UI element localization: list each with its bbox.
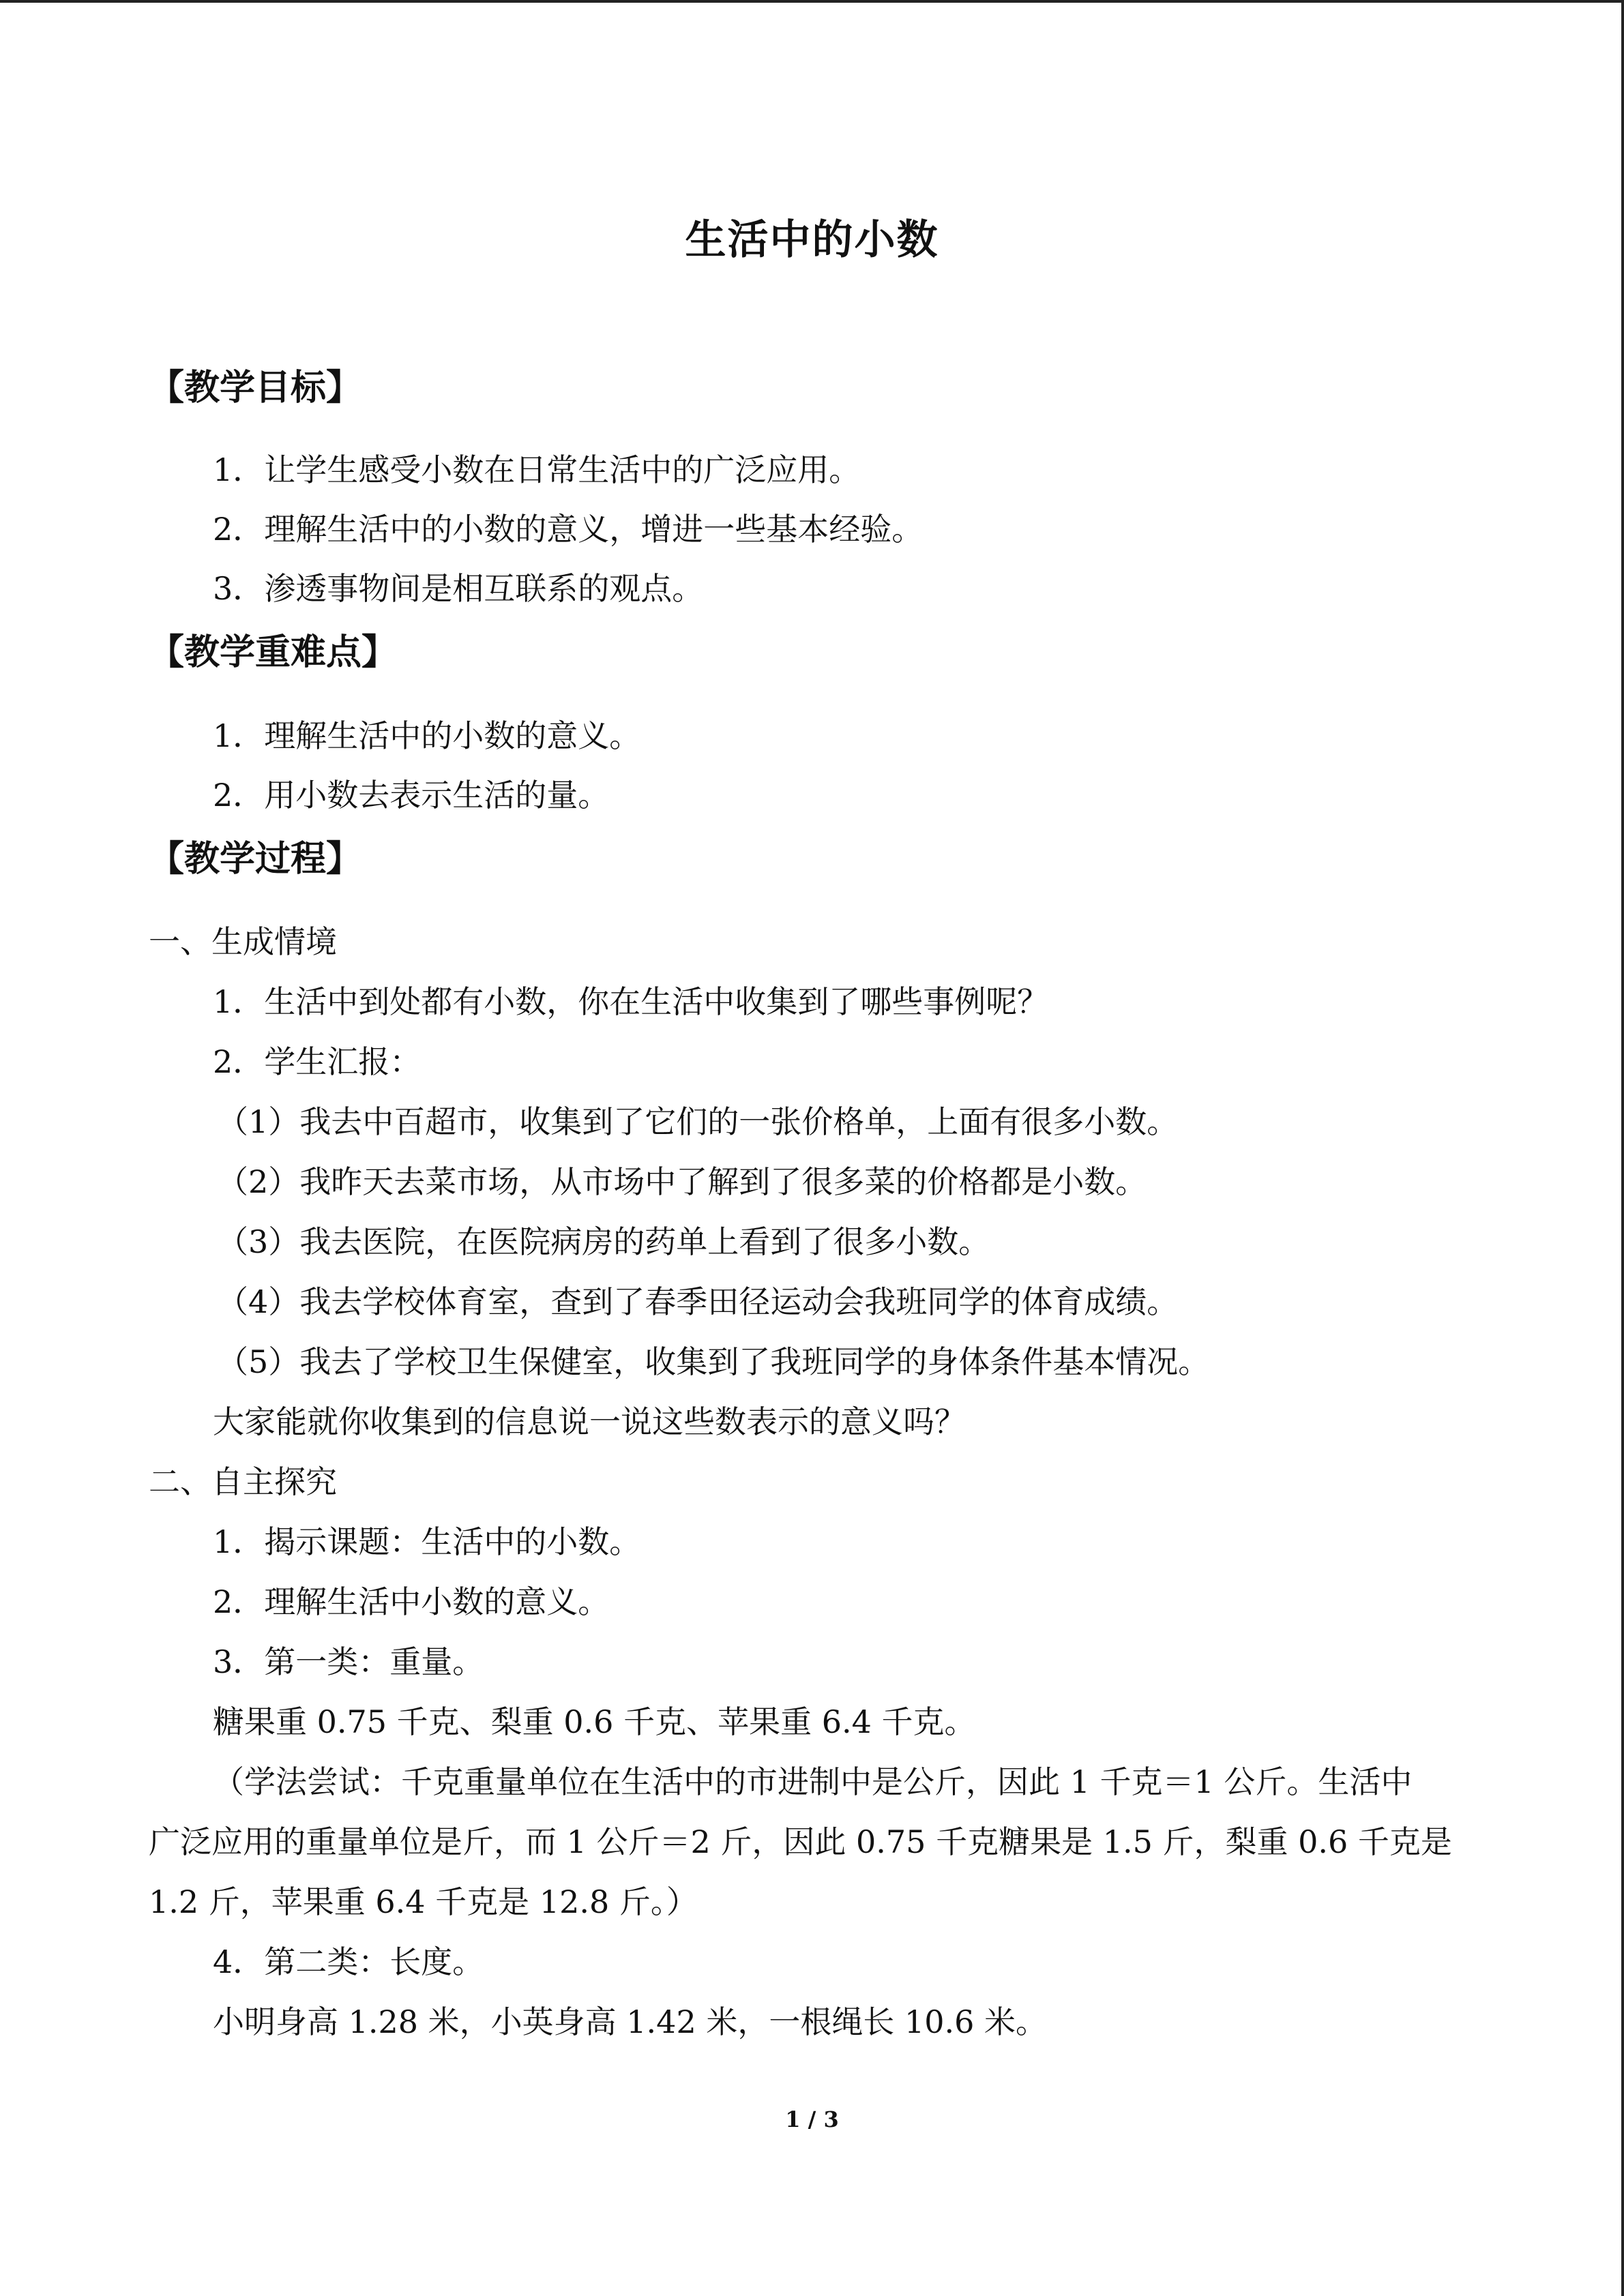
heading-teaching-goals: 【教学目标】 [149, 367, 362, 408]
part1-title: 一、生成情境 [149, 923, 337, 960]
key-item-1: 1．理解生活中的小数的意义。 [213, 717, 641, 754]
method-note-line-2: 广泛应用的重量单位是斤，而 1 公斤＝2 斤，因此 0.75 千克糖果是 1.5 斤，梨重 0.6 千克是 [149, 1823, 1452, 1860]
goal-item-2: 2．理解生活中的小数的意义，增进一些基本经验。 [213, 511, 924, 548]
part1-item-1: 1．生活中到处都有小数，你在生活中收集到了哪些事例呢？ [213, 983, 1049, 1020]
part2-item-2: 2．理解生活中小数的意义。 [213, 1583, 610, 1620]
part2-item-4: 4．第二类：长度。 [213, 1943, 484, 1980]
weight-example: 糖果重 0.75 千克、梨重 0.6 千克、苹果重 6.4 千克。 [213, 1703, 976, 1740]
length-example: 小明身高 1.28 米，小英身高 1.42 米，一根绳长 10.6 米。 [213, 2003, 1047, 2040]
goal-item-3: 3．渗透事物间是相互联系的观点。 [213, 570, 704, 607]
heading-teaching-process: 【教学过程】 [149, 838, 362, 880]
method-note-line-3: 1.2 斤，苹果重 6.4 千克是 12.8 斤。） [149, 1883, 698, 1920]
student-report-2: （2）我昨天去菜市场，从市场中了解到了很多菜的价格都是小数。 [217, 1163, 1147, 1200]
heading-key-points: 【教学重难点】 [149, 631, 398, 673]
part2-title: 二、自主探究 [149, 1463, 337, 1500]
part1-question: 大家能就你收集到的信息说一说这些数表示的意义吗？ [213, 1403, 966, 1440]
part2-item-3: 3．第一类：重量。 [213, 1643, 484, 1680]
key-item-2: 2．用小数去表示生活的量。 [213, 777, 610, 814]
part2-item-1: 1．揭示课题：生活中的小数。 [213, 1523, 641, 1560]
page-number: 1 / 3 [785, 2106, 839, 2132]
student-report-4: （4）我去学校体育室，查到了春季田径运动会我班同学的体育成绩。 [217, 1283, 1179, 1320]
student-report-3: （3）我去医院，在医院病房的药单上看到了很多小数。 [217, 1223, 990, 1260]
part1-item-2: 2．学生汇报： [213, 1043, 422, 1080]
student-report-1: （1）我去中百超市，收集到了它们的一张价格单，上面有很多小数。 [217, 1103, 1179, 1140]
student-report-5: （5）我去了学校卫生保健室，收集到了我班同学的身体条件基本情况。 [217, 1343, 1210, 1380]
page-top-border [0, 0, 1624, 3]
page-right-border [1621, 0, 1624, 2296]
document-title: 生活中的小数 [685, 216, 939, 264]
method-note-line-1: （学法尝试：千克重量单位在生活中的市进制中是公斤，因此 1 千克＝1 公斤。生活中 [213, 1763, 1413, 1800]
goal-item-1: 1．让学生感受小数在日常生活中的广泛应用。 [213, 451, 861, 488]
